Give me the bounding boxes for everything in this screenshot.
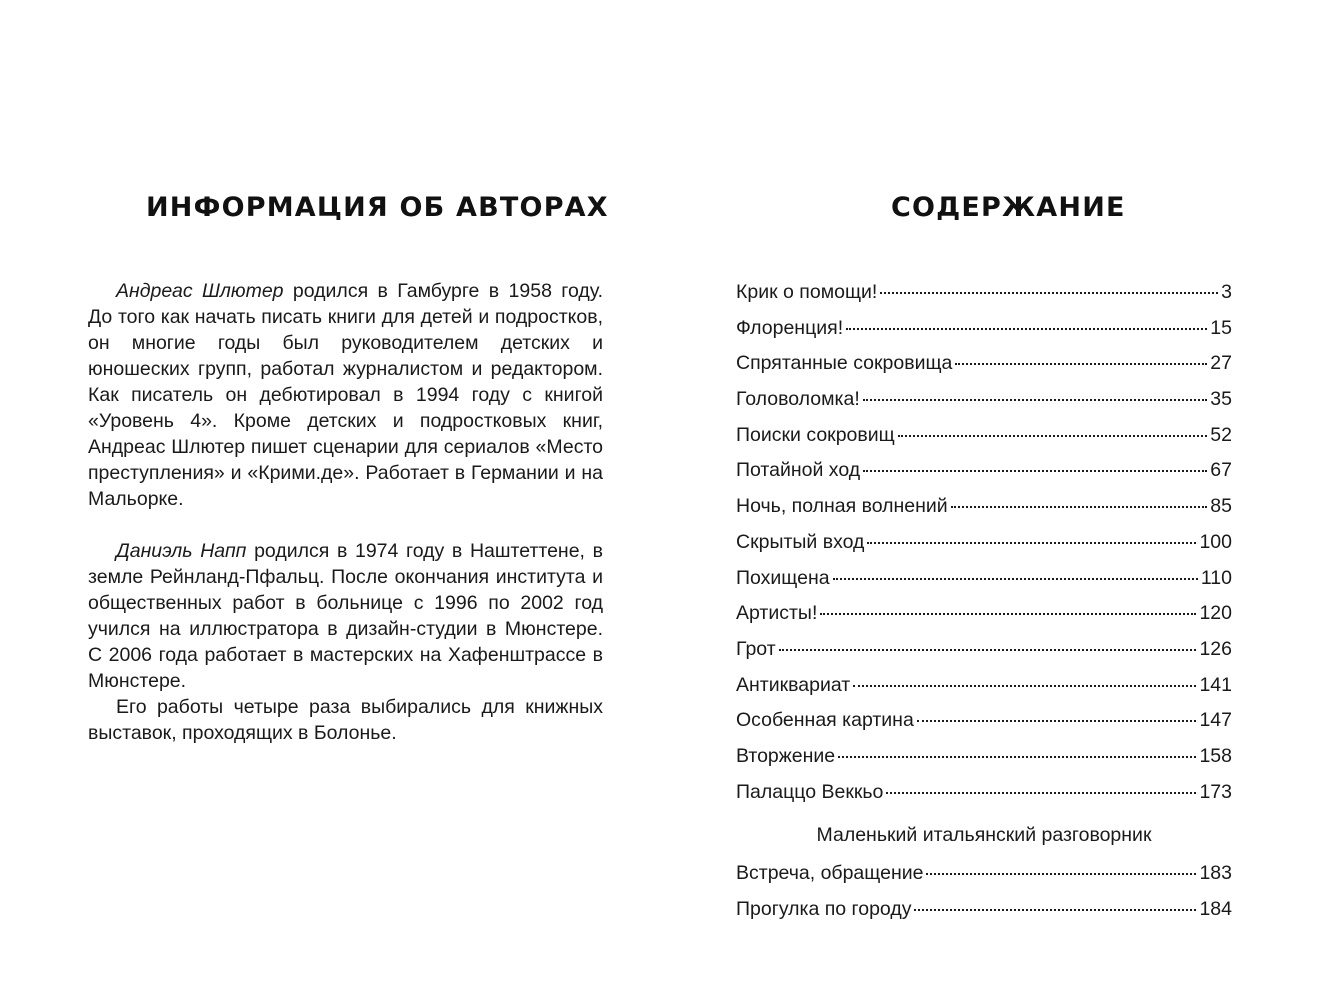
toc-entry xyxy=(736,706,1232,742)
author-bio: родился в Гамбурге в 1958 году. До того как начать писать книги для детей и подростков, он многие годы был руководителем детских и юношеских групп, работал журналистом и редактором. Как писатель он дебютировал в 1994 году с книгой «Уровень 4». Кроме детских и подростковых книг, Андреас Шлютер пишет сценарии для сериалов «Место преступления» и «Крими.де». Работает в Германии и на Мальорке. xyxy=(88,280,603,510)
toc-dot-leader xyxy=(846,328,1207,330)
toc-dot-leader xyxy=(880,292,1218,294)
toc-section-list xyxy=(736,859,1232,930)
author-name: Даниэль Напп xyxy=(116,540,247,562)
toc-entry-title: Похищена xyxy=(736,566,830,589)
toc-dot-leader xyxy=(863,470,1207,472)
toc-entry xyxy=(736,778,1232,814)
toc-entry xyxy=(736,599,1232,635)
toc-entry-title: Палаццо Веккьо xyxy=(736,780,884,803)
toc-dot-leader xyxy=(914,909,1196,911)
toc-entry-page: 184 xyxy=(1199,898,1232,920)
toc-entry xyxy=(736,492,1232,528)
author-name: Андреас Шлютер xyxy=(116,280,284,302)
toc-entry-page: 67 xyxy=(1210,459,1232,482)
toc-dot-leader xyxy=(833,578,1198,580)
toc-entry-title: Флоренция! xyxy=(736,316,844,339)
toc-entry-page: 120 xyxy=(1199,602,1232,625)
toc-dot-leader xyxy=(838,756,1196,758)
toc-entry-page: 141 xyxy=(1199,673,1232,696)
toc-entry xyxy=(736,742,1232,778)
toc-dot-leader xyxy=(820,613,1196,615)
authors-text xyxy=(88,278,603,746)
toc-entry-title: Прогулка по городу xyxy=(736,898,912,920)
toc-entry xyxy=(736,421,1232,457)
toc-entry-page: 147 xyxy=(1199,709,1232,732)
toc-entry-page: 3 xyxy=(1221,281,1232,303)
author-extra: Его работы четыре раза выбирались для книжных выставок, проходящих в Болонье. xyxy=(88,696,603,744)
toc-main-list xyxy=(736,278,1232,813)
right-page xyxy=(669,0,1338,1000)
toc-entry-title: Вторжение xyxy=(736,744,836,767)
author-paragraph xyxy=(88,538,603,694)
author-paragraph xyxy=(88,278,603,512)
toc-entry xyxy=(736,859,1232,895)
toc-entry xyxy=(736,278,1232,314)
toc-section-title: Маленький итальянский разговорник xyxy=(816,824,1152,847)
toc-entry xyxy=(736,385,1232,421)
toc-entry-page: 110 xyxy=(1200,566,1232,589)
toc-entry xyxy=(736,895,1232,931)
toc-dot-leader xyxy=(955,363,1207,365)
toc-entry xyxy=(736,528,1232,564)
toc-entry-page: 85 xyxy=(1210,495,1232,518)
toc-entry xyxy=(736,635,1232,671)
toc-entry-title: Спрятанные сокровища xyxy=(736,352,953,375)
toc-entry xyxy=(736,564,1232,600)
toc-entry xyxy=(736,671,1232,707)
toc-entry-page: 183 xyxy=(1199,862,1232,885)
toc-entry-title: Ночь, полная волнений xyxy=(736,495,948,518)
toc-entry-title: Особенная картина xyxy=(736,709,914,732)
toc-entry-title: Встреча, обращение xyxy=(736,862,924,885)
toc-dot-leader xyxy=(779,649,1197,651)
toc-dot-leader xyxy=(926,873,1196,875)
author-bio: родился в 1974 году в Наштеттене, в земле Рейнланд-Пфальц. После окончания института и общественных работ в больнице с 1996 по 2002 год учился на иллюстратора в дизайн-студии в Мюнстере. С 2006 года работает в мастерских на Хафенштрассе в Мюнстере. xyxy=(88,540,603,692)
toc-entry-title: Артисты! xyxy=(736,602,818,625)
toc-dot-leader xyxy=(917,720,1197,722)
toc-dot-leader xyxy=(898,435,1208,437)
toc-entry xyxy=(736,349,1232,385)
toc-entry-title: Скрытый вход xyxy=(736,530,865,553)
toc-dot-leader xyxy=(886,792,1196,794)
toc-entry-title: Потайной ход xyxy=(736,459,861,482)
toc-entry-page: 100 xyxy=(1199,530,1232,553)
toc-entry-page: 126 xyxy=(1199,637,1232,660)
toc-dot-leader xyxy=(951,506,1208,508)
toc-entry-page: 35 xyxy=(1210,388,1232,411)
toc-entry-page: 52 xyxy=(1210,423,1232,446)
toc-entry xyxy=(736,456,1232,492)
toc-entry-title: Грот xyxy=(736,637,776,660)
toc-entry-title: Головоломка! xyxy=(736,388,860,411)
toc-entry-page: 27 xyxy=(1210,352,1232,375)
toc-entry-title: Антиквариат xyxy=(736,673,851,696)
toc-entry-page: 173 xyxy=(1199,780,1232,803)
toc-dot-leader xyxy=(863,399,1208,401)
toc-entry xyxy=(736,314,1232,350)
table-of-contents xyxy=(736,278,1232,931)
authors-heading: ИНФОРМАЦИЯ ОБ АВТОРАХ xyxy=(146,192,609,223)
toc-entry-title: Поиски сокровищ xyxy=(736,423,895,446)
toc-entry-title: Крик о помощи! xyxy=(736,281,878,303)
contents-heading: СОДЕРЖАНИЕ xyxy=(891,192,1126,223)
toc-entry-page: 15 xyxy=(1210,316,1232,339)
toc-dot-leader xyxy=(867,542,1196,544)
toc-dot-leader xyxy=(853,685,1196,687)
toc-entry-page: 158 xyxy=(1199,744,1232,767)
